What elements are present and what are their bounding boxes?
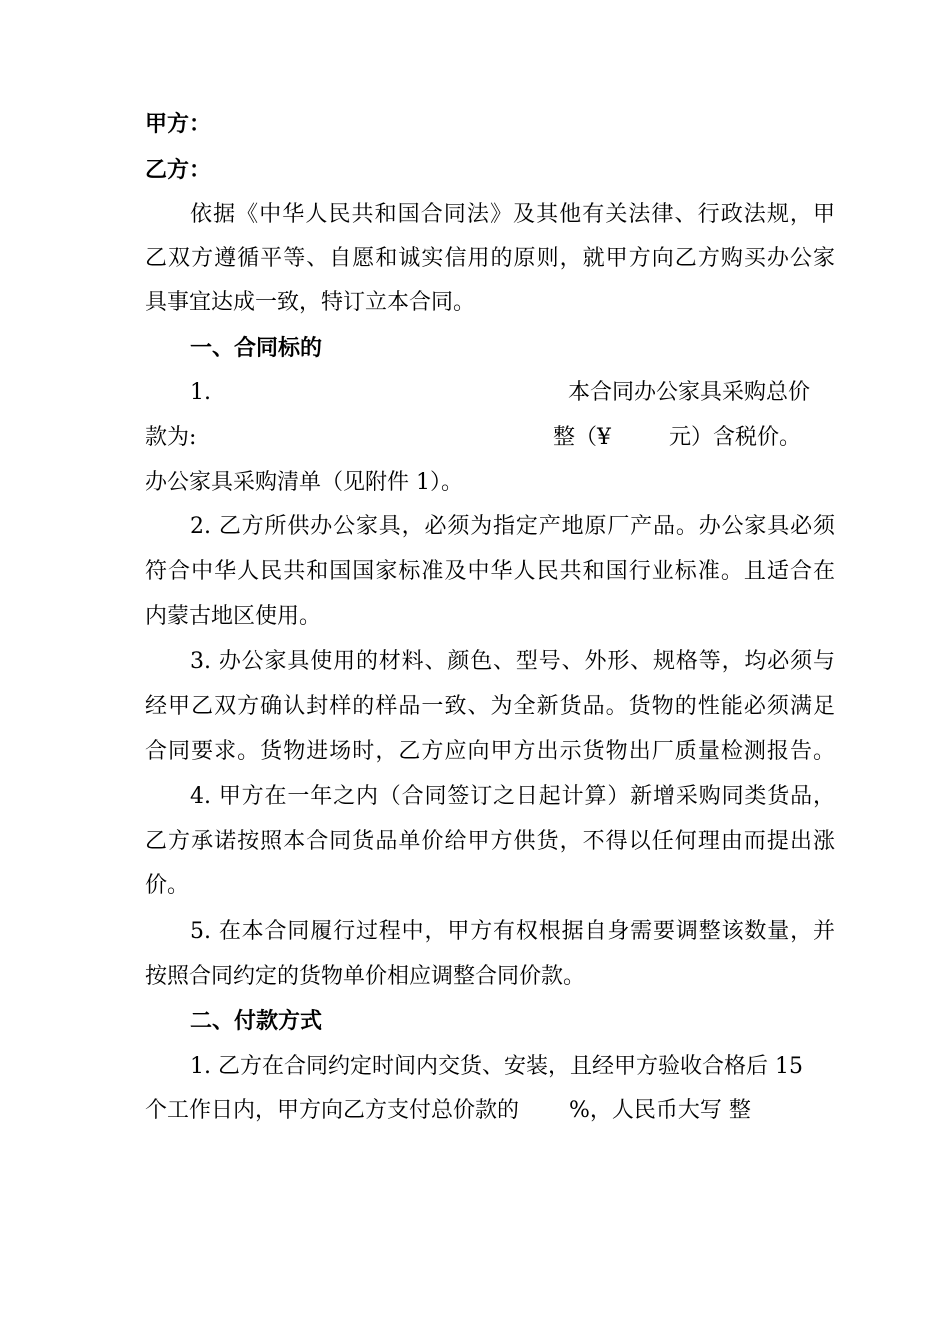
payment-percent-amount: %，人民币大写 整 (569, 1098, 751, 1123)
party-a-label: 甲方： (145, 112, 212, 137)
payment-line-1: 1. 乙方在合同约定时间内交货、安装，且经甲方验收合格后 15 (190, 1054, 803, 1079)
payment-line-2 (145, 1096, 835, 1126)
item-5-line: 5. 在本合同履行过程中，甲方有权根据自身需要调整该数量，并 (190, 919, 835, 944)
item-4-line: 价。 (145, 873, 190, 898)
item-4-line: 4. 甲方在一年之内（合同签订之日起计算）新增采购同类货品， (190, 784, 835, 809)
total-price-intro: 本合同办公家具采购总价 (568, 380, 811, 405)
amount-label: 款为: (145, 425, 197, 450)
item-2-line: 符合中华人民共和国国家标准及中华人民共和国行业标准。且适合在 (145, 559, 835, 584)
section-1-heading: 一、合同标的 (190, 336, 323, 361)
item-2-line: 2. 乙方所供办公家具，必须为指定产地原厂产品。办公家具必须 (190, 514, 835, 539)
intro-line: 具事宜达成一致，特订立本合同。 (145, 290, 476, 315)
item-2-line: 内蒙古地区使用。 (145, 604, 322, 629)
party-b-label: 乙方： (145, 158, 212, 183)
intro-line: 乙双方遵循平等、自愿和诚实信用的原则，就甲方向乙方购买办公家 (145, 246, 835, 271)
item-3-line: 经甲乙双方确认封样的样品一致、为全新货品。货物的性能必须满足 (145, 694, 835, 719)
item-1-line-1 (190, 378, 835, 408)
purchase-list-reference: 办公家具采购清单（见附件 1）。 (145, 470, 463, 495)
item-3-line: 3. 办公家具使用的材料、颜色、型号、外形、规格等，均必须与 (190, 649, 835, 674)
item-5-line: 按照合同约定的货物单价相应调整合同价款。 (145, 964, 586, 989)
section-2-heading: 二、付款方式 (190, 1009, 323, 1034)
amount-whole: 整（¥ (553, 425, 611, 450)
item-4-line: 乙方承诺按照本合同货品单价给甲方供货，不得以任何理由而提出涨 (145, 829, 835, 854)
item-3-line: 合同要求。货物进场时，乙方应向甲方出示货物出厂质量检测报告。 (145, 739, 835, 764)
item-1-number: 1. (190, 380, 211, 405)
intro-line: 依据《中华人民共和国合同法》及其他有关法律、行政法规，甲 (190, 202, 835, 227)
item-1-line-2 (145, 423, 835, 453)
payment-percent-intro: 个工作日内，甲方向乙方支付总价款的 (145, 1098, 520, 1123)
amount-unit: 元）含税价。 (669, 425, 802, 450)
